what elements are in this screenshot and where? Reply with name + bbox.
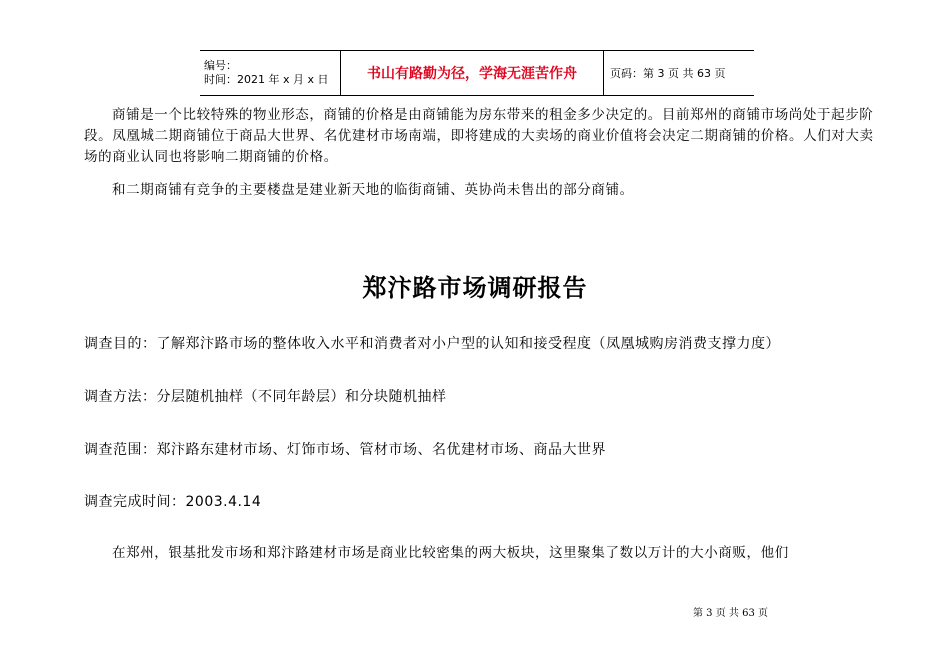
paragraph-shops-intro: 商铺是一个比较特殊的物业形态，商铺的价格是由商铺能为房东带来的租金多少决定的。目前郑州的商铺市场尚处于起步阶段。凤凰城二期商铺位于商品大世界、名优建材市场南端，即将建成的大卖场的商业价值将会决定二期商铺的价格。人们对大卖场的商业认同也将影响二期商铺的价格。: [84, 107, 874, 165]
paragraph-competition: 和二期商铺有竞争的主要楼盘是建业新天地的临街商铺、英协尚未售出的部分商铺。: [112, 182, 634, 198]
page-footer: 第 3 页 共 63 页: [693, 608, 768, 619]
header-motto: 书山有路勤为径，学海无涯苦作舟: [341, 51, 604, 96]
survey-date: 调查完成时间：2003.4.14: [84, 494, 262, 510]
survey-method: 调查方法：分层随机抽样（不同年龄层）和分块随机抽样: [84, 389, 447, 405]
header-page-info: 页码：第 3 页 共 63 页: [604, 51, 755, 96]
report-title: 郑汴路市场调研报告: [362, 273, 588, 302]
paragraph-markets: 在郑州，银基批发市场和郑汴路建材市场是商业比较密集的两大板块，这里聚集了数以万计的大小商贩，他们: [112, 545, 789, 561]
header-table: [200, 50, 754, 96]
header-left-cell: [200, 51, 341, 96]
survey-scope: 调查范围：郑汴路东建材市场、灯饰市场、管材市场、名优建材市场、商品大世界: [84, 442, 606, 458]
document-number-label: 编号：: [204, 59, 237, 72]
document-time-label: 时间：2021 年 x 月 x 日: [204, 73, 329, 86]
survey-purpose: 调查目的：了解郑汴路市场的整体收入水平和消费者对小户型的认知和接受程度（凤凰城购房消费支撑力度）: [84, 336, 780, 352]
